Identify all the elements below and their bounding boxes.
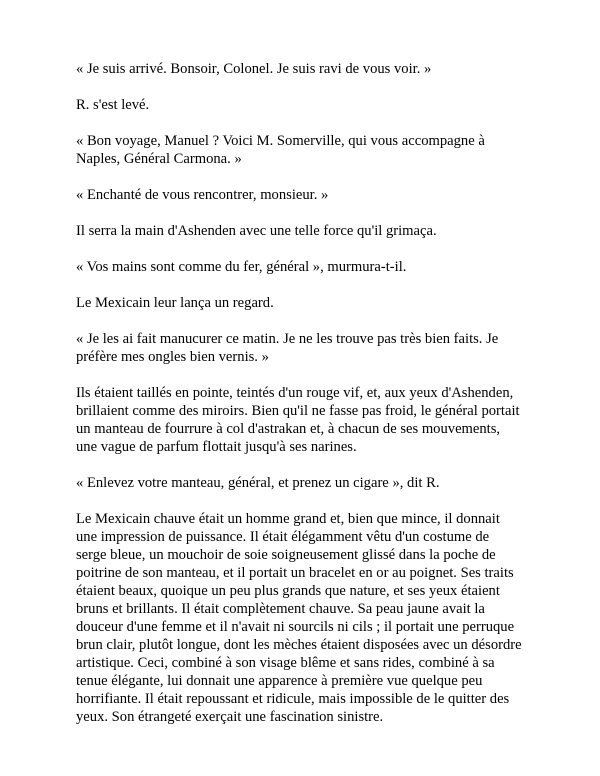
text-line: brillaient comme des miroirs. Bien qu'il ne fasse pas froid, le général portait <box>76 403 520 419</box>
text-line: tenue élégante, lui donnait une apparence à première vue quelque peu <box>76 673 483 689</box>
text-line: poitrine de son manteau, et il portait un bracelet en or au poignet. Ses traits <box>76 565 514 581</box>
paragraph-7 <box>76 294 528 312</box>
text-line: Il serra la main d'Ashenden avec une telle force qu'il grimaça. <box>76 223 437 239</box>
paragraph-3 <box>76 132 528 168</box>
text-line: une vague de parfum flottait jusqu'à ses narines. <box>76 439 357 455</box>
text-line: artistique. Ceci, combiné à son visage blême et sans rides, combiné à sa <box>76 655 495 671</box>
text-line: une impression de puissance. Il était élégamment vêtu d'un costume de <box>76 529 490 545</box>
paragraph-10 <box>76 474 528 492</box>
text-line: « Enchanté de vous rencontrer, monsieur. » <box>76 187 329 203</box>
paragraph-1 <box>76 60 528 78</box>
text-line: un manteau de fourrure à col d'astrakan et, à chacun de ses mouvements, <box>76 421 501 437</box>
text-line: douceur d'une femme et il n'avait ni sourcils ni cils ; il portait une perruque <box>76 619 515 635</box>
paragraph-11 <box>76 510 528 726</box>
text-line: horrifiante. Il était repoussant et ridicule, mais impossible de le quitter des <box>76 691 510 707</box>
paragraph-4 <box>76 186 528 204</box>
document-body <box>76 60 528 744</box>
text-line: Le Mexicain chauve était un homme grand et, bien que mince, il donnait <box>76 511 500 527</box>
paragraph-6 <box>76 258 528 276</box>
text-line: Naples, Général Carmona. » <box>76 151 242 167</box>
text-line: bruns et brillants. Il était complètement chauve. Sa peau jaune avait la <box>76 601 485 617</box>
text-line: R. s'est levé. <box>76 97 150 113</box>
text-line: « Vos mains sont comme du fer, général », murmura-t-il. <box>76 259 407 275</box>
paragraph-5 <box>76 222 528 240</box>
paragraph-9 <box>76 384 528 456</box>
text-line: étaient beaux, quoique un peu plus grands que nature, et ses yeux étaient <box>76 583 500 599</box>
paragraph-2 <box>76 96 528 114</box>
text-line: « Enlevez votre manteau, général, et prenez un cigare », dit R. <box>76 475 440 491</box>
text-line: yeux. Son étrangeté exerçait une fascination sinistre. <box>76 709 384 725</box>
paragraph-8 <box>76 330 528 366</box>
text-line: brun clair, plutôt longue, dont les mèches étaient disposées avec un désordre <box>76 637 522 653</box>
text-line: préfère mes ongles bien vernis. » <box>76 349 269 365</box>
text-line: Ils étaient taillés en pointe, teintés d'un rouge vif, et, aux yeux d'Ashenden, <box>76 385 514 401</box>
text-line: serge bleue, un mouchoir de soie soigneusement glissé dans la poche de <box>76 547 496 563</box>
text-line: « Je les ai fait manucurer ce matin. Je ne les trouve pas très bien faits. Je <box>76 331 499 347</box>
text-line: « Bon voyage, Manuel ? Voici M. Somerville, qui vous accompagne à <box>76 133 485 149</box>
text-line: Le Mexicain leur lança un regard. <box>76 295 274 311</box>
text-line: « Je suis arrivé. Bonsoir, Colonel. Je suis ravi de vous voir. » <box>76 61 432 77</box>
